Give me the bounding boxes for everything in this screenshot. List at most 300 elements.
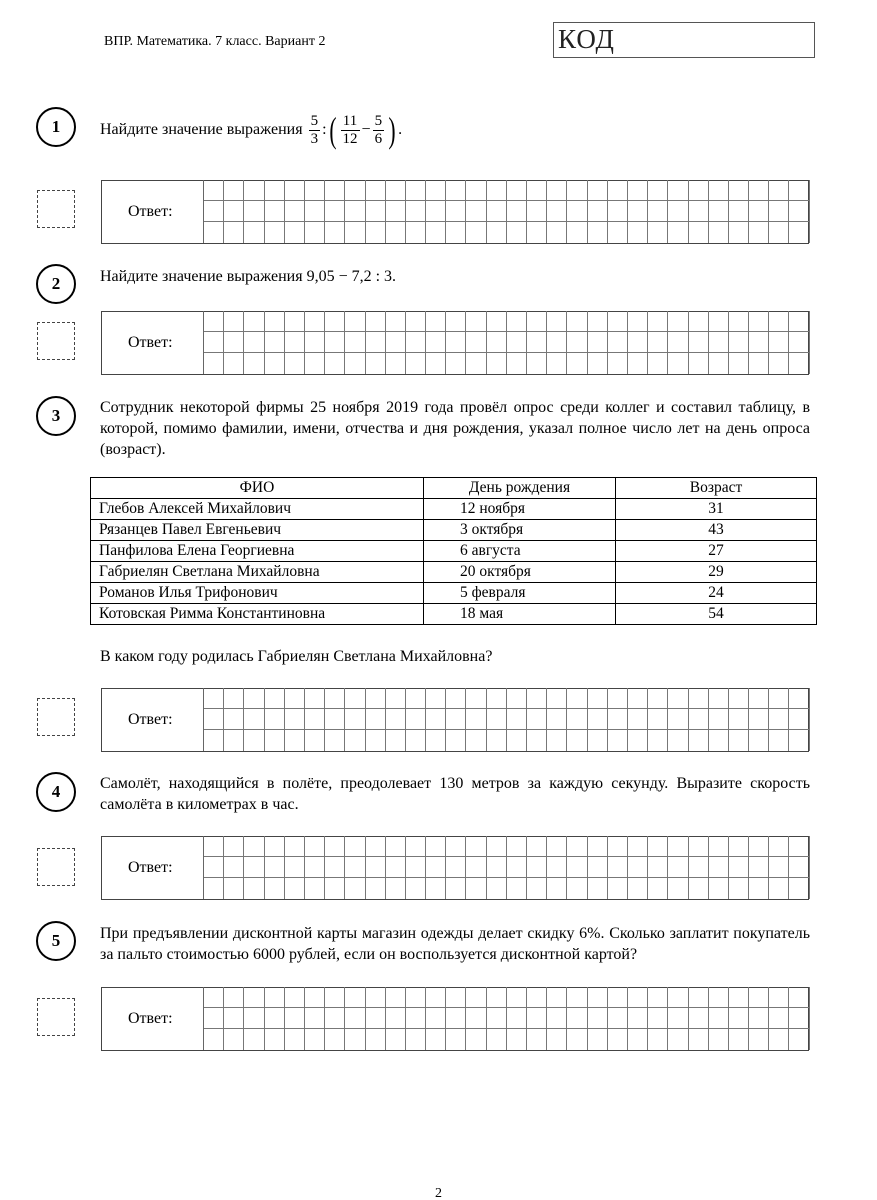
- answer-cell[interactable]: [689, 353, 709, 374]
- answer-cell[interactable]: [285, 709, 305, 730]
- answer-cell[interactable]: [648, 222, 668, 243]
- answer-grid-4[interactable]: [203, 836, 809, 899]
- answer-cell[interactable]: [204, 730, 224, 751]
- answer-cell[interactable]: [406, 1029, 426, 1050]
- answer-cell[interactable]: [547, 836, 567, 857]
- answer-cell[interactable]: [608, 987, 628, 1008]
- answer-cell[interactable]: [224, 332, 244, 353]
- answer-cell[interactable]: [426, 857, 446, 878]
- answer-cell[interactable]: [709, 201, 729, 222]
- answer-cell[interactable]: [749, 311, 769, 332]
- answer-cell[interactable]: [426, 730, 446, 751]
- answer-cell[interactable]: [345, 180, 365, 201]
- answer-cell[interactable]: [426, 180, 446, 201]
- answer-cell[interactable]: [305, 201, 325, 222]
- answer-cell[interactable]: [345, 730, 365, 751]
- answer-cell[interactable]: [466, 353, 486, 374]
- answer-cell[interactable]: [567, 1029, 587, 1050]
- answer-cell[interactable]: [668, 222, 688, 243]
- answer-cell[interactable]: [366, 311, 386, 332]
- answer-cell[interactable]: [547, 987, 567, 1008]
- score-box-3[interactable]: [37, 698, 75, 736]
- answer-cell[interactable]: [426, 836, 446, 857]
- answer-cell[interactable]: [729, 730, 749, 751]
- answer-cell[interactable]: [487, 987, 507, 1008]
- answer-cell[interactable]: [466, 1008, 486, 1029]
- answer-cell[interactable]: [325, 311, 345, 332]
- answer-cell[interactable]: [244, 836, 264, 857]
- answer-cell[interactable]: [729, 709, 749, 730]
- answer-cell[interactable]: [628, 332, 648, 353]
- answer-cell[interactable]: [325, 836, 345, 857]
- answer-cell[interactable]: [789, 730, 809, 751]
- answer-cell[interactable]: [729, 311, 749, 332]
- answer-cell[interactable]: [325, 1029, 345, 1050]
- answer-cell[interactable]: [386, 878, 406, 899]
- answer-cell[interactable]: [668, 857, 688, 878]
- answer-cell[interactable]: [749, 688, 769, 709]
- answer-cell[interactable]: [588, 332, 608, 353]
- answer-cell[interactable]: [446, 311, 466, 332]
- answer-cell[interactable]: [547, 222, 567, 243]
- answer-cell[interactable]: [769, 180, 789, 201]
- answer-cell[interactable]: [426, 332, 446, 353]
- answer-cell[interactable]: [769, 878, 789, 899]
- answer-cell[interactable]: [224, 709, 244, 730]
- answer-cell[interactable]: [265, 353, 285, 374]
- answer-cell[interactable]: [588, 709, 608, 730]
- answer-cell[interactable]: [406, 1008, 426, 1029]
- answer-cell[interactable]: [567, 709, 587, 730]
- answer-cell[interactable]: [224, 878, 244, 899]
- answer-cell[interactable]: [406, 987, 426, 1008]
- answer-cell[interactable]: [709, 180, 729, 201]
- answer-cell[interactable]: [668, 987, 688, 1008]
- answer-cell[interactable]: [446, 709, 466, 730]
- answer-cell[interactable]: [588, 857, 608, 878]
- answer-cell[interactable]: [265, 730, 285, 751]
- answer-cell[interactable]: [487, 332, 507, 353]
- answer-cell[interactable]: [769, 1029, 789, 1050]
- score-box-2[interactable]: [37, 322, 75, 360]
- answer-cell[interactable]: [446, 180, 466, 201]
- answer-cell[interactable]: [366, 878, 386, 899]
- answer-cell[interactable]: [729, 180, 749, 201]
- answer-cell[interactable]: [386, 222, 406, 243]
- answer-cell[interactable]: [426, 201, 446, 222]
- answer-cell[interactable]: [628, 730, 648, 751]
- answer-cell[interactable]: [305, 987, 325, 1008]
- answer-cell[interactable]: [466, 878, 486, 899]
- answer-cell[interactable]: [265, 987, 285, 1008]
- answer-cell[interactable]: [345, 1029, 365, 1050]
- answer-cell[interactable]: [426, 353, 446, 374]
- answer-cell[interactable]: [204, 878, 224, 899]
- answer-cell[interactable]: [224, 1008, 244, 1029]
- answer-cell[interactable]: [608, 1008, 628, 1029]
- answer-cell[interactable]: [749, 730, 769, 751]
- answer-cell[interactable]: [487, 222, 507, 243]
- answer-cell[interactable]: [507, 878, 527, 899]
- answer-cell[interactable]: [709, 878, 729, 899]
- answer-cell[interactable]: [769, 730, 789, 751]
- answer-cell[interactable]: [668, 353, 688, 374]
- answer-cell[interactable]: [366, 222, 386, 243]
- answer-cell[interactable]: [426, 1008, 446, 1029]
- answer-cell[interactable]: [689, 332, 709, 353]
- answer-cell[interactable]: [769, 311, 789, 332]
- answer-cell[interactable]: [325, 180, 345, 201]
- answer-cell[interactable]: [588, 730, 608, 751]
- answer-cell[interactable]: [648, 201, 668, 222]
- answer-cell[interactable]: [789, 1008, 809, 1029]
- answer-cell[interactable]: [769, 688, 789, 709]
- answer-cell[interactable]: [366, 730, 386, 751]
- answer-cell[interactable]: [567, 1008, 587, 1029]
- answer-cell[interactable]: [608, 836, 628, 857]
- answer-cell[interactable]: [406, 311, 426, 332]
- answer-cell[interactable]: [386, 180, 406, 201]
- answer-cell[interactable]: [769, 222, 789, 243]
- answer-cell[interactable]: [729, 222, 749, 243]
- answer-cell[interactable]: [527, 709, 547, 730]
- answer-cell[interactable]: [729, 878, 749, 899]
- answer-cell[interactable]: [567, 332, 587, 353]
- answer-cell[interactable]: [588, 353, 608, 374]
- answer-cell[interactable]: [507, 332, 527, 353]
- answer-cell[interactable]: [769, 836, 789, 857]
- answer-cell[interactable]: [265, 222, 285, 243]
- answer-cell[interactable]: [204, 709, 224, 730]
- answer-cell[interactable]: [749, 222, 769, 243]
- answer-cell[interactable]: [689, 1008, 709, 1029]
- answer-cell[interactable]: [689, 311, 709, 332]
- answer-cell[interactable]: [628, 857, 648, 878]
- answer-cell[interactable]: [689, 180, 709, 201]
- answer-cell[interactable]: [466, 987, 486, 1008]
- answer-grid-2[interactable]: [203, 311, 809, 374]
- answer-cell[interactable]: [386, 688, 406, 709]
- answer-cell[interactable]: [729, 1008, 749, 1029]
- answer-cell[interactable]: [648, 987, 668, 1008]
- answer-cell[interactable]: [426, 987, 446, 1008]
- answer-cell[interactable]: [507, 730, 527, 751]
- answer-cell[interactable]: [608, 311, 628, 332]
- answer-cell[interactable]: [628, 180, 648, 201]
- answer-cell[interactable]: [426, 311, 446, 332]
- answer-cell[interactable]: [285, 201, 305, 222]
- answer-cell[interactable]: [527, 180, 547, 201]
- answer-cell[interactable]: [466, 730, 486, 751]
- answer-cell[interactable]: [345, 311, 365, 332]
- answer-cell[interactable]: [547, 688, 567, 709]
- answer-cell[interactable]: [466, 688, 486, 709]
- answer-cell[interactable]: [305, 353, 325, 374]
- answer-cell[interactable]: [265, 201, 285, 222]
- answer-cell[interactable]: [588, 180, 608, 201]
- answer-cell[interactable]: [325, 201, 345, 222]
- answer-cell[interactable]: [244, 1029, 264, 1050]
- answer-cell[interactable]: [628, 1008, 648, 1029]
- answer-cell[interactable]: [204, 688, 224, 709]
- answer-cell[interactable]: [446, 878, 466, 899]
- answer-cell[interactable]: [668, 1008, 688, 1029]
- answer-cell[interactable]: [789, 332, 809, 353]
- answer-cell[interactable]: [345, 1008, 365, 1029]
- answer-cell[interactable]: [345, 878, 365, 899]
- answer-cell[interactable]: [406, 353, 426, 374]
- answer-cell[interactable]: [709, 353, 729, 374]
- answer-cell[interactable]: [466, 311, 486, 332]
- answer-cell[interactable]: [709, 987, 729, 1008]
- answer-cell[interactable]: [325, 222, 345, 243]
- answer-cell[interactable]: [608, 332, 628, 353]
- answer-cell[interactable]: [648, 730, 668, 751]
- answer-cell[interactable]: [466, 222, 486, 243]
- answer-cell[interactable]: [648, 1029, 668, 1050]
- answer-cell[interactable]: [366, 709, 386, 730]
- answer-cell[interactable]: [224, 857, 244, 878]
- answer-cell[interactable]: [285, 857, 305, 878]
- answer-cell[interactable]: [366, 987, 386, 1008]
- answer-cell[interactable]: [406, 332, 426, 353]
- answer-cell[interactable]: [285, 311, 305, 332]
- answer-cell[interactable]: [567, 878, 587, 899]
- answer-cell[interactable]: [648, 709, 668, 730]
- answer-cell[interactable]: [709, 836, 729, 857]
- answer-cell[interactable]: [547, 857, 567, 878]
- answer-cell[interactable]: [285, 987, 305, 1008]
- answer-cell[interactable]: [507, 688, 527, 709]
- answer-cell[interactable]: [527, 353, 547, 374]
- answer-cell[interactable]: [749, 1029, 769, 1050]
- answer-cell[interactable]: [527, 1029, 547, 1050]
- answer-cell[interactable]: [224, 1029, 244, 1050]
- answer-cell[interactable]: [426, 878, 446, 899]
- answer-cell[interactable]: [608, 180, 628, 201]
- answer-cell[interactable]: [507, 857, 527, 878]
- answer-cell[interactable]: [285, 222, 305, 243]
- answer-cell[interactable]: [204, 201, 224, 222]
- answer-cell[interactable]: [628, 709, 648, 730]
- answer-cell[interactable]: [648, 332, 668, 353]
- answer-cell[interactable]: [406, 878, 426, 899]
- answer-cell[interactable]: [789, 1029, 809, 1050]
- answer-cell[interactable]: [709, 332, 729, 353]
- answer-cell[interactable]: [224, 353, 244, 374]
- answer-cell[interactable]: [789, 222, 809, 243]
- answer-cell[interactable]: [507, 1029, 527, 1050]
- answer-cell[interactable]: [285, 353, 305, 374]
- answer-cell[interactable]: [588, 688, 608, 709]
- answer-cell[interactable]: [789, 180, 809, 201]
- answer-cell[interactable]: [709, 688, 729, 709]
- answer-cell[interactable]: [729, 1029, 749, 1050]
- answer-cell[interactable]: [487, 353, 507, 374]
- answer-cell[interactable]: [345, 353, 365, 374]
- answer-cell[interactable]: [466, 180, 486, 201]
- answer-cell[interactable]: [789, 688, 809, 709]
- answer-cell[interactable]: [446, 332, 466, 353]
- answer-cell[interactable]: [567, 353, 587, 374]
- answer-cell[interactable]: [244, 180, 264, 201]
- answer-cell[interactable]: [305, 332, 325, 353]
- answer-cell[interactable]: [487, 1029, 507, 1050]
- answer-cell[interactable]: [487, 201, 507, 222]
- answer-cell[interactable]: [204, 987, 224, 1008]
- answer-cell[interactable]: [386, 987, 406, 1008]
- answer-cell[interactable]: [305, 709, 325, 730]
- answer-cell[interactable]: [325, 1008, 345, 1029]
- answer-cell[interactable]: [406, 201, 426, 222]
- answer-cell[interactable]: [487, 836, 507, 857]
- answer-cell[interactable]: [547, 878, 567, 899]
- answer-cell[interactable]: [789, 878, 809, 899]
- answer-cell[interactable]: [244, 311, 264, 332]
- answer-cell[interactable]: [305, 222, 325, 243]
- answer-cell[interactable]: [648, 836, 668, 857]
- answer-cell[interactable]: [446, 836, 466, 857]
- answer-cell[interactable]: [689, 857, 709, 878]
- answer-cell[interactable]: [547, 709, 567, 730]
- answer-cell[interactable]: [426, 688, 446, 709]
- answer-cell[interactable]: [709, 222, 729, 243]
- answer-cell[interactable]: [285, 688, 305, 709]
- answer-cell[interactable]: [265, 311, 285, 332]
- answer-cell[interactable]: [668, 709, 688, 730]
- answer-cell[interactable]: [507, 836, 527, 857]
- answer-cell[interactable]: [567, 311, 587, 332]
- answer-cell[interactable]: [507, 987, 527, 1008]
- answer-cell[interactable]: [567, 201, 587, 222]
- answer-cell[interactable]: [689, 836, 709, 857]
- answer-cell[interactable]: [527, 688, 547, 709]
- answer-cell[interactable]: [265, 709, 285, 730]
- answer-cell[interactable]: [628, 836, 648, 857]
- answer-cell[interactable]: [204, 1008, 224, 1029]
- answer-cell[interactable]: [224, 688, 244, 709]
- answer-cell[interactable]: [244, 878, 264, 899]
- answer-cell[interactable]: [648, 311, 668, 332]
- answer-cell[interactable]: [588, 222, 608, 243]
- answer-cell[interactable]: [244, 201, 264, 222]
- answer-cell[interactable]: [466, 836, 486, 857]
- answer-cell[interactable]: [507, 709, 527, 730]
- answer-cell[interactable]: [244, 353, 264, 374]
- answer-cell[interactable]: [668, 180, 688, 201]
- answer-cell[interactable]: [507, 201, 527, 222]
- answer-cell[interactable]: [628, 353, 648, 374]
- answer-cell[interactable]: [567, 987, 587, 1008]
- answer-cell[interactable]: [769, 857, 789, 878]
- answer-cell[interactable]: [265, 836, 285, 857]
- answer-cell[interactable]: [305, 878, 325, 899]
- answer-cell[interactable]: [466, 201, 486, 222]
- answer-cell[interactable]: [608, 878, 628, 899]
- answer-cell[interactable]: [789, 311, 809, 332]
- answer-cell[interactable]: [406, 180, 426, 201]
- answer-cell[interactable]: [244, 857, 264, 878]
- answer-cell[interactable]: [244, 1008, 264, 1029]
- answer-cell[interactable]: [244, 709, 264, 730]
- answer-cell[interactable]: [789, 836, 809, 857]
- answer-cell[interactable]: [446, 987, 466, 1008]
- answer-cell[interactable]: [749, 201, 769, 222]
- answer-cell[interactable]: [527, 836, 547, 857]
- answer-cell[interactable]: [729, 688, 749, 709]
- answer-cell[interactable]: [567, 222, 587, 243]
- answer-cell[interactable]: [648, 878, 668, 899]
- answer-cell[interactable]: [345, 688, 365, 709]
- answer-cell[interactable]: [709, 857, 729, 878]
- answer-cell[interactable]: [749, 836, 769, 857]
- answer-cell[interactable]: [325, 688, 345, 709]
- answer-cell[interactable]: [789, 201, 809, 222]
- answer-cell[interactable]: [204, 353, 224, 374]
- answer-cell[interactable]: [547, 201, 567, 222]
- answer-cell[interactable]: [265, 180, 285, 201]
- answer-cell[interactable]: [345, 709, 365, 730]
- answer-cell[interactable]: [265, 878, 285, 899]
- answer-cell[interactable]: [386, 1029, 406, 1050]
- answer-cell[interactable]: [487, 688, 507, 709]
- answer-cell[interactable]: [648, 857, 668, 878]
- answer-cell[interactable]: [265, 1029, 285, 1050]
- answer-cell[interactable]: [406, 730, 426, 751]
- score-box-5[interactable]: [37, 998, 75, 1036]
- answer-cell[interactable]: [567, 688, 587, 709]
- answer-cell[interactable]: [224, 201, 244, 222]
- answer-cell[interactable]: [366, 353, 386, 374]
- answer-cell[interactable]: [709, 1008, 729, 1029]
- answer-cell[interactable]: [487, 311, 507, 332]
- answer-cell[interactable]: [244, 222, 264, 243]
- answer-cell[interactable]: [689, 878, 709, 899]
- answer-cell[interactable]: [527, 332, 547, 353]
- answer-cell[interactable]: [244, 730, 264, 751]
- answer-cell[interactable]: [386, 730, 406, 751]
- answer-cell[interactable]: [608, 730, 628, 751]
- answer-cell[interactable]: [769, 332, 789, 353]
- answer-grid-3[interactable]: [203, 688, 809, 751]
- answer-cell[interactable]: [305, 730, 325, 751]
- answer-cell[interactable]: [305, 180, 325, 201]
- answer-cell[interactable]: [446, 1029, 466, 1050]
- answer-cell[interactable]: [709, 311, 729, 332]
- answer-cell[interactable]: [729, 353, 749, 374]
- score-box-1[interactable]: [37, 190, 75, 228]
- answer-cell[interactable]: [325, 730, 345, 751]
- answer-cell[interactable]: [749, 1008, 769, 1029]
- answer-cell[interactable]: [547, 311, 567, 332]
- answer-cell[interactable]: [547, 1029, 567, 1050]
- answer-cell[interactable]: [668, 311, 688, 332]
- answer-cell[interactable]: [325, 987, 345, 1008]
- answer-cell[interactable]: [648, 180, 668, 201]
- answer-cell[interactable]: [406, 709, 426, 730]
- answer-cell[interactable]: [204, 1029, 224, 1050]
- answer-cell[interactable]: [527, 987, 547, 1008]
- answer-cell[interactable]: [547, 180, 567, 201]
- answer-cell[interactable]: [366, 201, 386, 222]
- answer-cell[interactable]: [244, 688, 264, 709]
- answer-cell[interactable]: [285, 878, 305, 899]
- answer-cell[interactable]: [265, 688, 285, 709]
- answer-cell[interactable]: [769, 1008, 789, 1029]
- answer-cell[interactable]: [547, 353, 567, 374]
- answer-cell[interactable]: [588, 311, 608, 332]
- answer-cell[interactable]: [668, 730, 688, 751]
